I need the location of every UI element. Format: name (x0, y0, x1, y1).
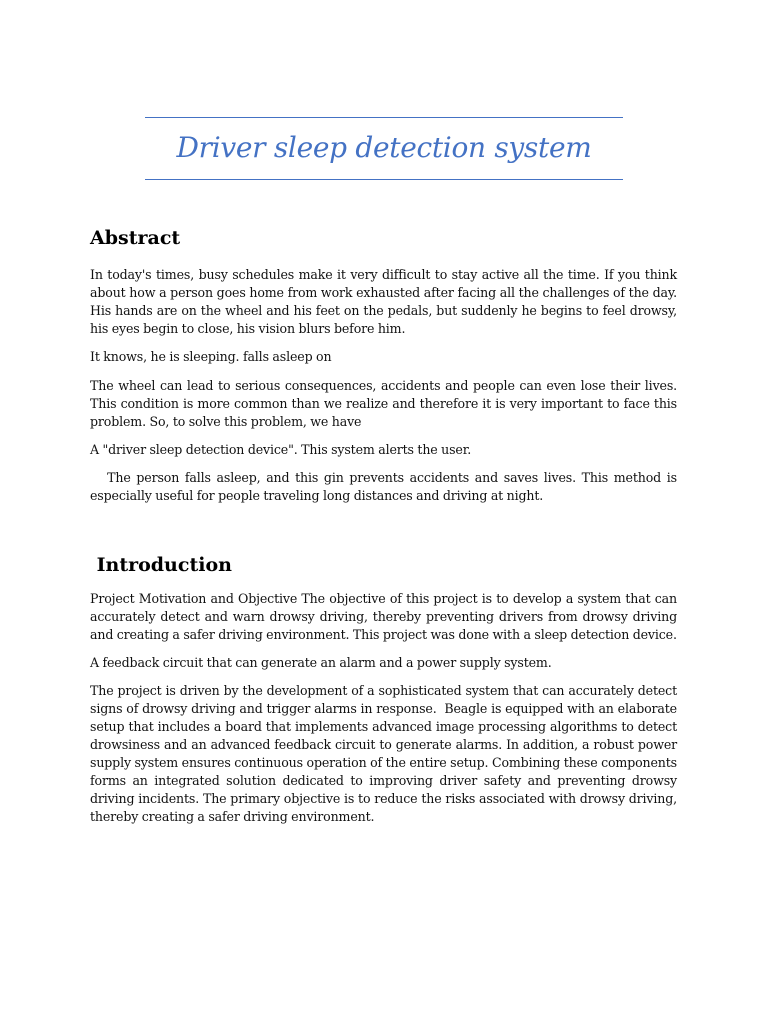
abstract-paragraph: The person falls asleep, and this gin prevents accidents and saves lives. This method is especially useful for people traveling long distances and driving at night. (90, 470, 681, 503)
abstract-paragraph-1-block (90, 266, 677, 338)
abstract-heading: Abstract (90, 227, 181, 249)
document-title: Driver sleep detection system (176, 131, 592, 164)
abstract-heading-block (90, 226, 677, 250)
abstract-paragraph-2-block (90, 348, 677, 366)
abstract-paragraph: It knows, he is sleeping. falls asleep on (90, 349, 332, 364)
abstract-paragraph-3-block (90, 377, 677, 431)
introduction-paragraph: The project is driven by the development of a sophisticated system that can accurately detect signs of drowsy driving and trigger alarms in response. Beagle is equipped with an elaborate setup that includes a board that implements advanced image processing algorithms to detect drowsiness and an advanced feedback circuit to generate alarms. In addition, a robust power supply system ensures continuous operation of the entire setup. Combining these components forms an integrated solution dedicated to improving driver safety and preventing drowsy driving incidents. The primary objective is to reduce the risks associated with drowsy driving, thereby creating a safer driving environment. (90, 683, 681, 824)
abstract-paragraph: In today's times, busy schedules make it very difficult to stay active all the time. If you think about how a person goes home from work exhausted after facing all the challenges of the day. His hands are on the wheel and his feet on the pedals, but suddenly he begins to feel drowsy, his eyes begin to close, his vision blurs before him. (90, 267, 677, 336)
introduction-paragraph-1-block (90, 590, 677, 644)
introduction-heading-block (90, 553, 677, 577)
abstract-paragraph: The wheel can lead to serious consequences, accidents and people can even lose their lives. This condition is more common than we realize and therefore it is very important to face this problem. So, to solve this problem, we have (90, 378, 677, 429)
introduction-paragraph-2-block (90, 654, 677, 672)
abstract-paragraph-4-block (90, 441, 677, 459)
abstract-paragraph-5-block (90, 469, 681, 505)
abstract-paragraph: A "driver sleep detection device". This system alerts the user. (90, 442, 472, 457)
introduction-paragraph-3-block (90, 682, 681, 826)
title-bottom-rule (145, 179, 623, 180)
introduction-paragraph: A feedback circuit that can generate an alarm and a power supply system. (90, 655, 552, 670)
introduction-paragraph: Project Motivation and Objective The objective of this project is to develop a system that can accurately detect and warn drowsy driving, thereby preventing drivers from drowsy driving and creating a safer driving environment. This project was done with a sleep detection device. (90, 591, 677, 642)
title-block (145, 117, 623, 179)
introduction-heading: Introduction (90, 554, 232, 576)
title-top-rule (145, 117, 623, 118)
